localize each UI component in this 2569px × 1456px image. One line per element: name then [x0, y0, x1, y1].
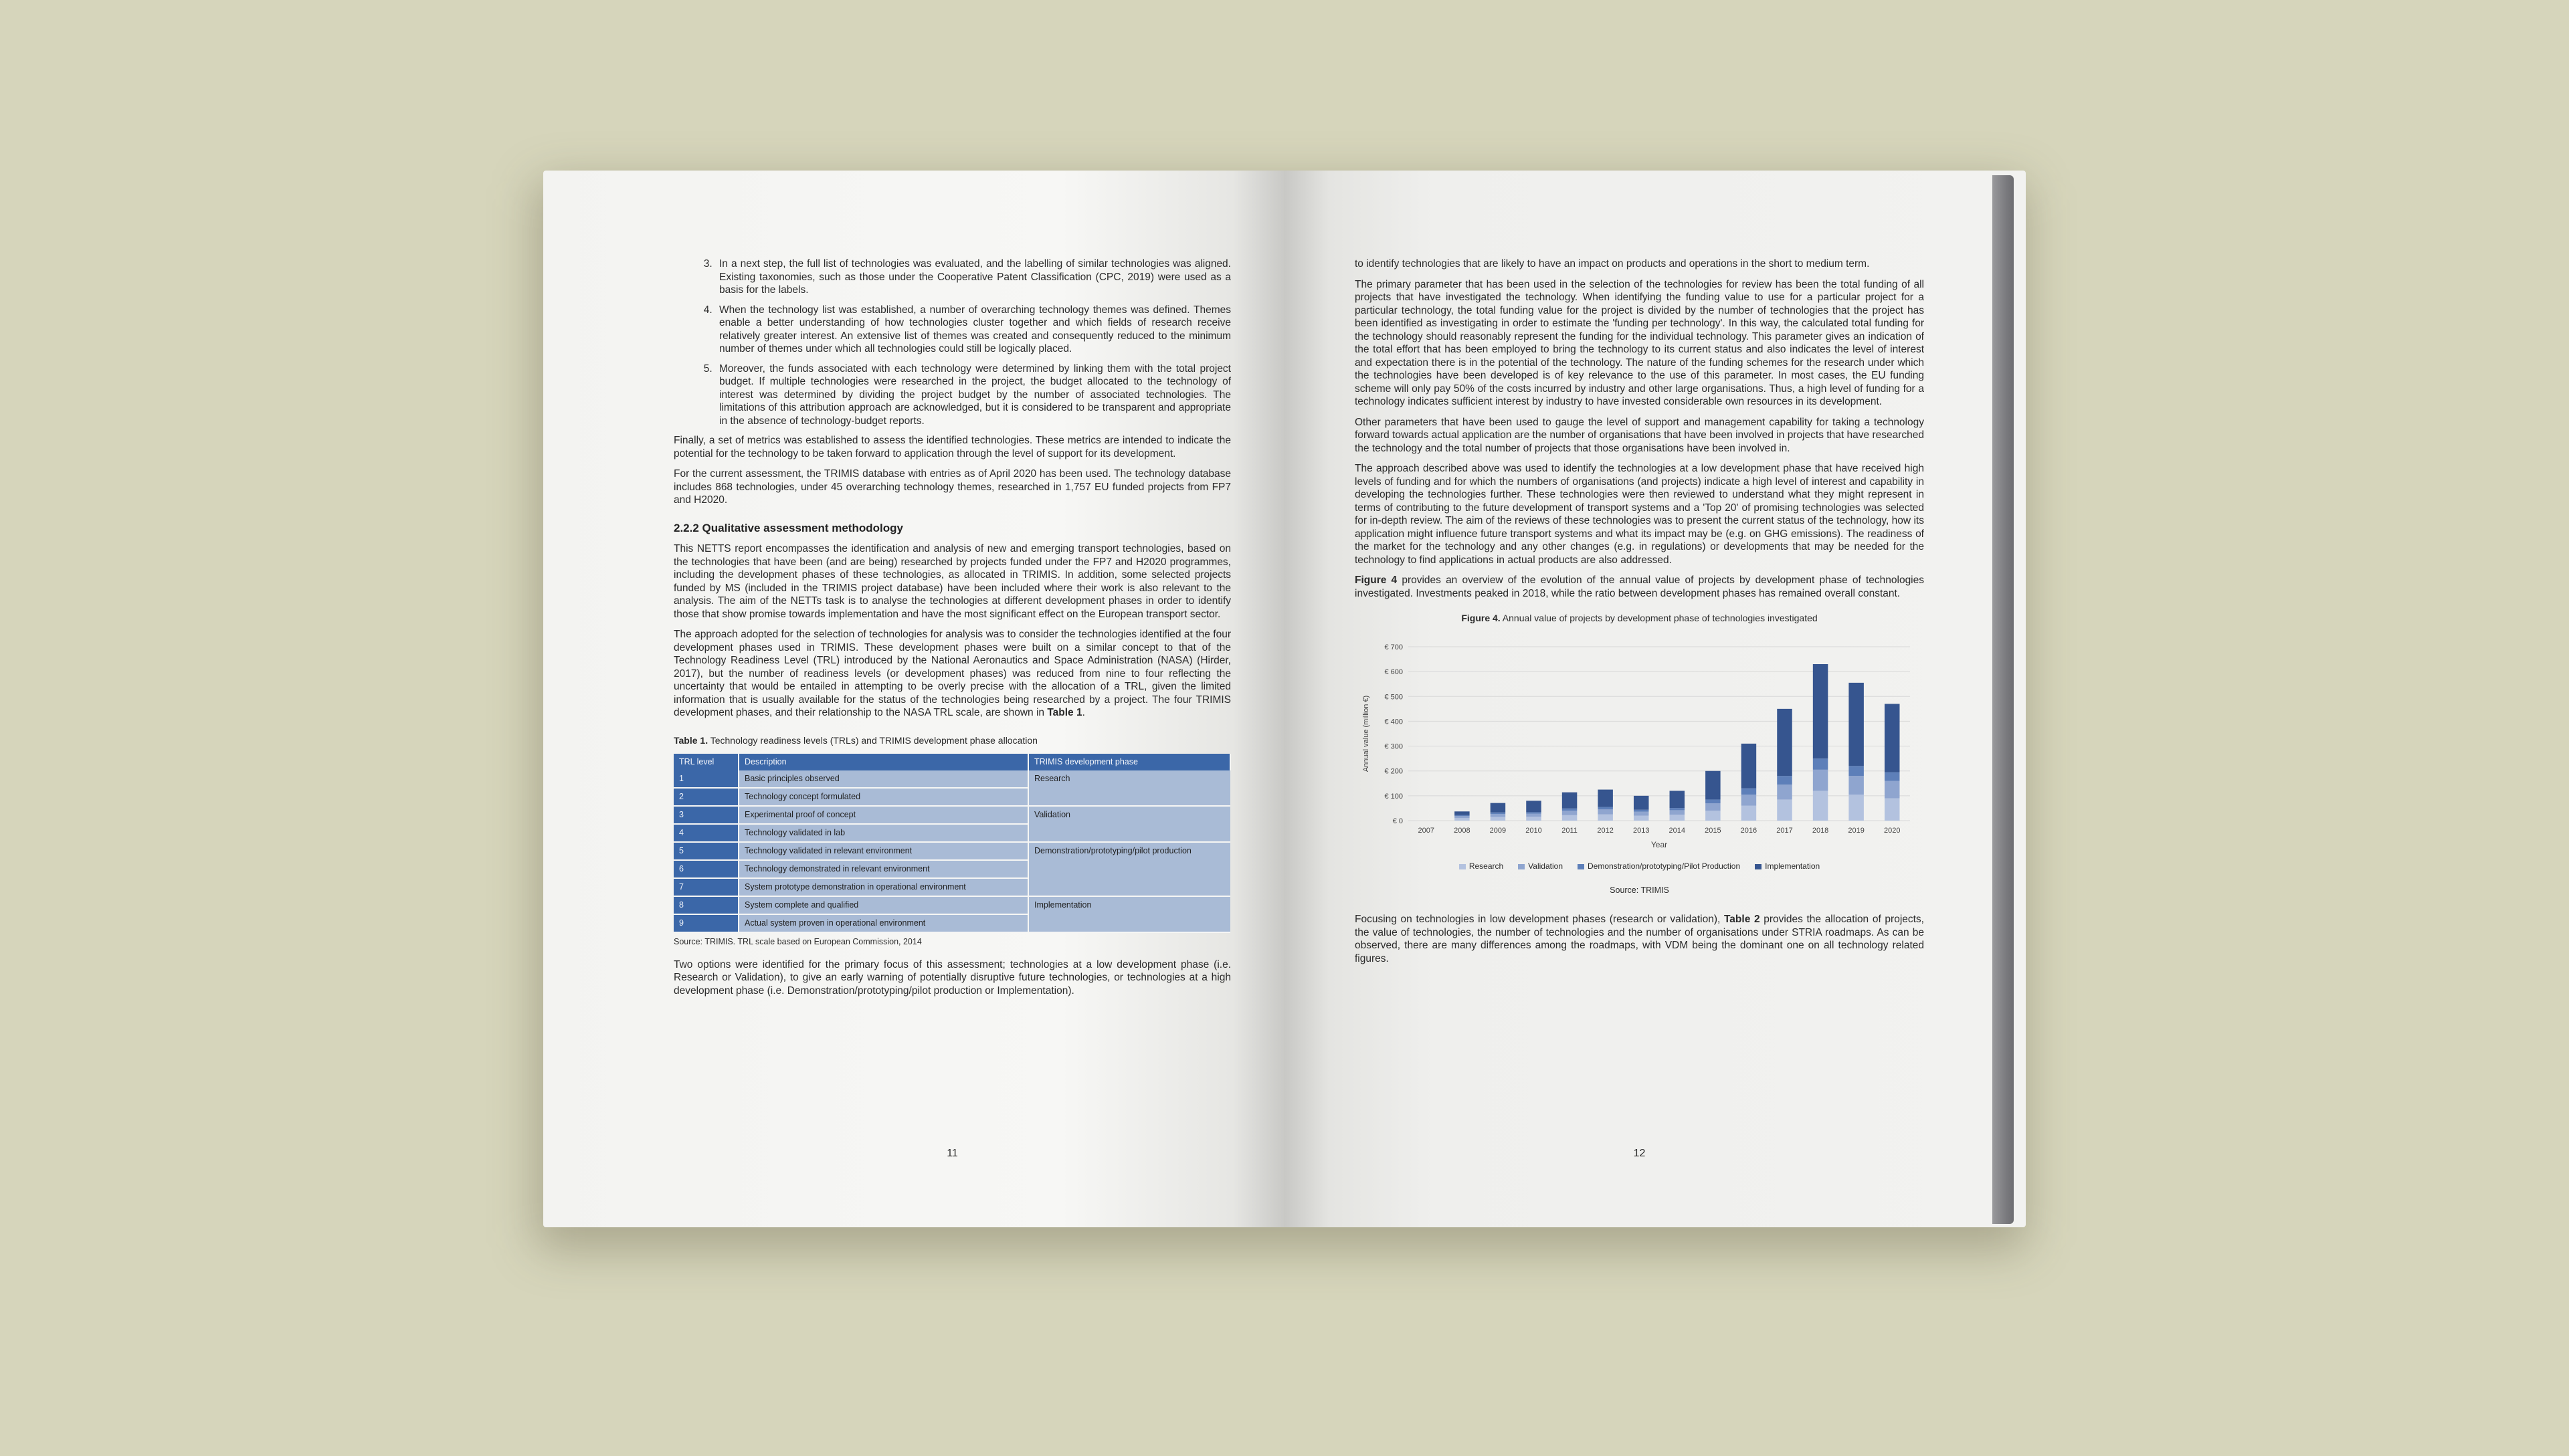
bar-segment [1670, 791, 1685, 808]
bar-segment [1885, 772, 1900, 781]
stacked-bar-chart [1355, 633, 1924, 854]
table-header-row [674, 754, 1230, 770]
x-tick-label: 2010 [1525, 826, 1542, 835]
bar-segment [1526, 812, 1541, 813]
paragraph-text: provides an overview of the evolution of the annual value of projects by development phase of technologies investigated. Investments peaked in 2018, while the ratio between development phases has remained overall constant. [1355, 575, 1924, 599]
bar-segment [1598, 809, 1613, 814]
figure-caption-text: Annual value of projects by development phase of technologies investigated [1500, 613, 1818, 623]
legend-item [1755, 860, 1820, 873]
bar-segment [1598, 814, 1613, 820]
bar-segment [1705, 811, 1721, 821]
figure-caption [1355, 612, 1924, 625]
paragraph-text: The approach adopted for the selection of technologies for analysis was to consider the technologies identified at the four development phases used in TRIMIS. These development phases were built on a similar concept to that of the Technology Readiness Level (TRL) introduced by the National Aeronautics and Space Administration (NASA) (Hirder, 2017), but the number of readiness levels (or development phases) was reduced from nine to four reflecting the uncertainty that would be entailed in attempting to be overly precise with the allocation of a TRL, given the limited information that is usually available for the status of the technologies being researched by a project. The four TRIMIS development phases, and their relationship to the NASA TRL scale, are shown in [674, 629, 1231, 718]
legend-item [1518, 860, 1563, 873]
paragraph: Two options were identified for the primary focus of this assessment; technologies at a low development phase (i.e. Research or Validation), to give an early warning of potentially disruptive future technologies, or technologies at a high development phase (i.e. Demonstration/prototyping/pilot production or Implementation). [674, 958, 1231, 997]
paragraph: The approach adopted for the selection of technologies for analysis was to consider the technologies identified at the four development phases used in TRIMIS. These development phases were built on a similar concept to that of the Technology Readiness Level (TRL) introduced by the National Aeronautics and Space Administration (NASA) (Hirder, 2017), but the number of readiness levels (or development phases) was reduced from nine to four reflecting the uncertainty that would be entailed in attempting to be overly precise with the allocation of a TRL, given the limited information that is usually available for the status of the technologies being researched by a project. The four TRIMIS development phases, and their relationship to the NASA TRL scale, are shown in Table 1. [674, 629, 1231, 718]
bar-segment [1885, 798, 1900, 820]
bar-segment [1848, 766, 1864, 776]
trl-description-cell: Technology validated in lab [739, 824, 1028, 842]
legend-swatch [1459, 864, 1466, 869]
bar-segment [1526, 813, 1541, 816]
bar-segment [1634, 815, 1649, 820]
figure-caption-label: Figure 4. [1461, 613, 1501, 623]
bar-segment [1598, 807, 1613, 809]
x-tick-label: 2012 [1597, 826, 1614, 835]
table-header: TRIMIS development phase [1028, 754, 1230, 770]
x-tick-label: 2009 [1489, 826, 1507, 835]
bar-segment [1491, 813, 1506, 816]
paragraph-text: provides the allocation of projects, the value of technologies, the number of technologies and the number of organisations under STRIA roadmaps. As can be observed, there are many differences among the roadmaps, with VDM being the dominant one on all technology related figures. [1355, 914, 1924, 964]
table-row [674, 806, 1230, 824]
table-caption-text: Technology readiness levels (TRLs) and TRIMIS development phase allocation [708, 734, 1038, 746]
x-tick-label: 2007 [1418, 826, 1435, 835]
y-tick-label: € 300 [1384, 742, 1403, 751]
x-tick-label: 2008 [1454, 826, 1470, 835]
bar-segment [1741, 788, 1757, 794]
page-number: 12 [1633, 1148, 1646, 1159]
paragraph [1355, 574, 1924, 600]
bar-segment [1526, 817, 1541, 821]
x-tick-label: 2018 [1812, 826, 1829, 835]
trl-description-cell: Technology concept formulated [739, 788, 1028, 806]
trl-level-cell: 9 [674, 914, 739, 932]
trl-level-cell: 6 [674, 860, 739, 878]
table-reference: Table 2 [1723, 914, 1760, 925]
bar-segment [1741, 743, 1757, 788]
trl-level-cell: 2 [674, 788, 739, 806]
x-tick-label: 2011 [1561, 826, 1578, 835]
bar-segment [1848, 795, 1864, 821]
bar-segment [1562, 811, 1578, 815]
bar-segment [1454, 816, 1470, 818]
bar-segment [1777, 776, 1792, 785]
bar-segment [1777, 799, 1792, 821]
y-tick-label: € 400 [1384, 717, 1403, 726]
y-tick-label: € 500 [1384, 692, 1403, 701]
trl-level-cell: 8 [674, 896, 739, 914]
trl-description-cell: System prototype demonstration in operational environment [739, 878, 1028, 896]
paragraph: Finally, a set of metrics was established to assess the identified technologies. These metrics are intended to indicate the potential for the technology to be taken forward to application through the level of support for its development. [674, 435, 1231, 459]
table-row [674, 896, 1230, 914]
legend-swatch [1755, 864, 1762, 869]
legend-label: Research [1468, 861, 1504, 871]
chart-legend [1355, 860, 1924, 873]
x-tick-label: 2017 [1776, 826, 1793, 835]
bar-segment [1848, 682, 1864, 765]
phase-cell: Demonstration/prototyping/pilot production [1028, 842, 1230, 896]
list-item: 5. Moreover, the funds associated with each technology were determined by linking them with the total project budget. If multiple technologies were researched in the project, the budget allocated to the technology of interest was determined by dividing the project budget by the number of associated technologies. The limitations of this attribution approach are acknowledged, but it is considered to be transparent and appropriate in the absence of technology-budget reports. [715, 362, 1231, 428]
bar-segment [1670, 810, 1685, 815]
paragraph: The approach described above was used to identify the technologies at a low development phase that have received high levels of funding and for which the numbers of organisations (and projects) indicate a high level of interest and capability in developing the technologies further. These technologies were then reviewed to understand what they might represent in terms of contributing to the future development of transport systems and a 'Top 20' of promising technologies was selected for in-depth review. The aim of the reviews of these technologies was to present the current status of the technology, how its application might influence future transport systems and what its impact may be (e.g. on GHG emissions). The readiness of the market for the technology and any other changes (e.g. in regulations) or developments that may be needed for the technology to find applications in actual products are also addressed. [1355, 463, 1924, 566]
legend-label: Implementation [1765, 861, 1820, 871]
x-axis-label: Year [1650, 839, 1668, 849]
y-tick-label: € 700 [1384, 643, 1403, 651]
bar-segment [1454, 818, 1470, 821]
trl-level-cell: 1 [674, 770, 739, 788]
bar-segment [1562, 815, 1578, 820]
bar-segment [1741, 805, 1757, 820]
phase-cell: Validation [1028, 806, 1230, 842]
y-axis-label: Annual value (million €) [1362, 695, 1370, 772]
trl-level-cell: 4 [674, 824, 739, 842]
table-caption-label: Table 1. [674, 734, 708, 746]
trl-description-cell: Actual system proven in operational environment [739, 914, 1028, 932]
legend-swatch [1578, 864, 1584, 869]
x-tick-label: 2015 [1705, 826, 1721, 835]
bar-segment [1526, 801, 1541, 812]
table-caption [674, 734, 1231, 748]
trl-level-cell: 3 [674, 806, 739, 824]
trl-description-cell: Technology demonstrated in relevant environment [739, 860, 1028, 878]
trl-description-cell: Experimental proof of concept [739, 806, 1028, 824]
section-heading: 2.2.2 Qualitative assessment methodology [674, 521, 903, 534]
chart-container [1355, 633, 1924, 873]
x-tick-label: 2013 [1632, 826, 1650, 835]
bar-segment [1741, 795, 1757, 806]
trl-level-cell: 7 [674, 878, 739, 896]
y-tick-label: € 200 [1384, 767, 1403, 776]
bar-segment [1705, 799, 1721, 803]
bar-segment [1813, 769, 1828, 791]
paragraph: The primary parameter that has been used in the selection of the technologies for review has been the total funding of all projects that have investigated the technology. When identifying the funding value to use for a particular project for a particular technology, the total funding value for the project is divided by the number of technologies that the project has been identified as investigating in order to estimate the 'funding per technology'. In this way, the calculated total funding for the technology should reasonably represent the funding for the individual technology. This parameter gives an indication of the total effort that has been employed to bring the technology to its current status and also indicates the level of interest and expectation there is in the potential of the technology. The nature of the funding schemes for the research under which the technologies have been developed is of key relevance to the use of this parameter. In most cases, the EU funding scheme will only pay 50% of the costs incurred by industry and other large organisations. Thus, a high level of funding for a technology indicates sufficient interest by industry to have invested considerable own resources in its development. [1355, 278, 1924, 407]
bar-segment [1491, 803, 1506, 812]
trl-description-cell: System complete and qualified [739, 896, 1028, 914]
bar-segment [1705, 803, 1721, 811]
y-tick-label: € 100 [1384, 792, 1403, 801]
bar-segment [1813, 664, 1828, 758]
bar-segment [1634, 795, 1649, 809]
bar-segment [1848, 776, 1864, 795]
trl-level-cell: 5 [674, 842, 739, 860]
bar-segment [1634, 809, 1649, 811]
page-number: 11 [947, 1148, 958, 1159]
left-page [543, 171, 1284, 1227]
bar-segment [1813, 791, 1828, 821]
paragraph: to identify technologies that are likely to have an impact on products and operations in the short to medium term. [1355, 258, 1870, 270]
x-tick-label: 2016 [1740, 826, 1757, 835]
bar-segment [1885, 704, 1900, 772]
bar-segment [1885, 781, 1900, 798]
phase-cell: Implementation [1028, 896, 1230, 932]
x-tick-label: 2020 [1883, 826, 1901, 835]
bar-segment [1634, 811, 1649, 815]
y-tick-label: € 600 [1384, 667, 1403, 676]
table-header: TRL level [674, 754, 739, 770]
paragraph: For the current assessment, the TRIMIS database with entries as of April 2020 has been used. The technology database includes 868 technologies, under 45 overarching technology themes, researched in 1,757 EU funded projects from FP7 and H2020. [674, 468, 1231, 506]
bar-segment [1705, 770, 1721, 799]
paragraph-text: Focusing on technologies in low development phases (research or validation), [1355, 914, 1724, 925]
table-row [674, 842, 1230, 860]
bar-segment [1670, 808, 1685, 810]
bar-segment [1562, 792, 1578, 808]
phase-cell: Research [1028, 770, 1230, 806]
table-row [674, 770, 1230, 788]
bar-segment [1491, 812, 1506, 813]
trl-description-cell: Technology validated in relevant environment [739, 842, 1028, 860]
bar-segment [1598, 789, 1613, 807]
trl-table [674, 754, 1231, 933]
x-tick-label: 2019 [1848, 826, 1865, 835]
legend-label: Demonstration/prototyping/Pilot Production [1588, 861, 1741, 871]
legend-item [1459, 860, 1503, 873]
x-tick-label: 2014 [1669, 826, 1686, 835]
list-item: 4. When the technology list was established, a number of overarching technology themes was defined. Themes enable a better understanding of how technologies cluster together and which fields of research receive relatively greater interest. An extensive list of themes was created and consequently reduced to the minimum number of themes under which all technologies could still be logically placed. [715, 304, 1231, 356]
legend-item [1578, 860, 1740, 873]
bar-segment [1562, 808, 1578, 810]
legend-label: Validation [1528, 861, 1563, 871]
trl-description-cell: Basic principles observed [739, 770, 1028, 788]
bar-segment [1777, 785, 1792, 799]
chart-source: Source: TRIMIS [1610, 885, 1669, 895]
paragraph [1355, 913, 1924, 965]
table-source: Source: TRIMIS. TRL scale based on European Commission, 2014 [674, 937, 922, 946]
y-tick-label: € 0 [1392, 817, 1403, 825]
table-reference: Table 1 [1047, 707, 1082, 718]
paragraph: This NETTS report encompasses the identification and analysis of new and emerging transport technologies, based on the technologies that have been (and are being) researched by projects funded under the FP7 and H2020 programmes, including the development phases of these technologies, as allocated in TRIMIS. In addition, some selected projects funded by MS (included in the TRIMIS project database) have been included where their work is also relevant to the analysis. The aim of the NETTs task is to analyse the technologies at different development phases in order to identify those that show promise towards implementation and have the most significant effect on the European transport sector. [674, 543, 1231, 620]
bar-segment [1454, 811, 1470, 815]
bar-segment [1813, 758, 1828, 770]
bar-segment [1777, 708, 1792, 775]
book-page-edge [1992, 175, 2014, 1224]
bar-segment [1670, 815, 1685, 821]
right-page [1284, 171, 2026, 1227]
method-steps-list [674, 257, 1231, 427]
bar-segment [1491, 817, 1506, 821]
list-item: 3. In a next step, the full list of technologies was evaluated, and the labelling of similar technologies was aligned. Existing taxonomies, such as those under the Cooperative Patent Classification (CPC, 2019) were used as a basis for the labels. [715, 257, 1231, 297]
table-header: Description [739, 754, 1028, 770]
figure-reference: Figure 4 [1355, 575, 1398, 586]
legend-swatch [1518, 864, 1525, 869]
paragraph: Other parameters that have been used to gauge the level of support and management capability for taking a technology forward towards actual application are the number of organisations that have been involved in projects that have researched the technology and the total number of projects that those organisations have been involved in. [1355, 416, 1924, 454]
